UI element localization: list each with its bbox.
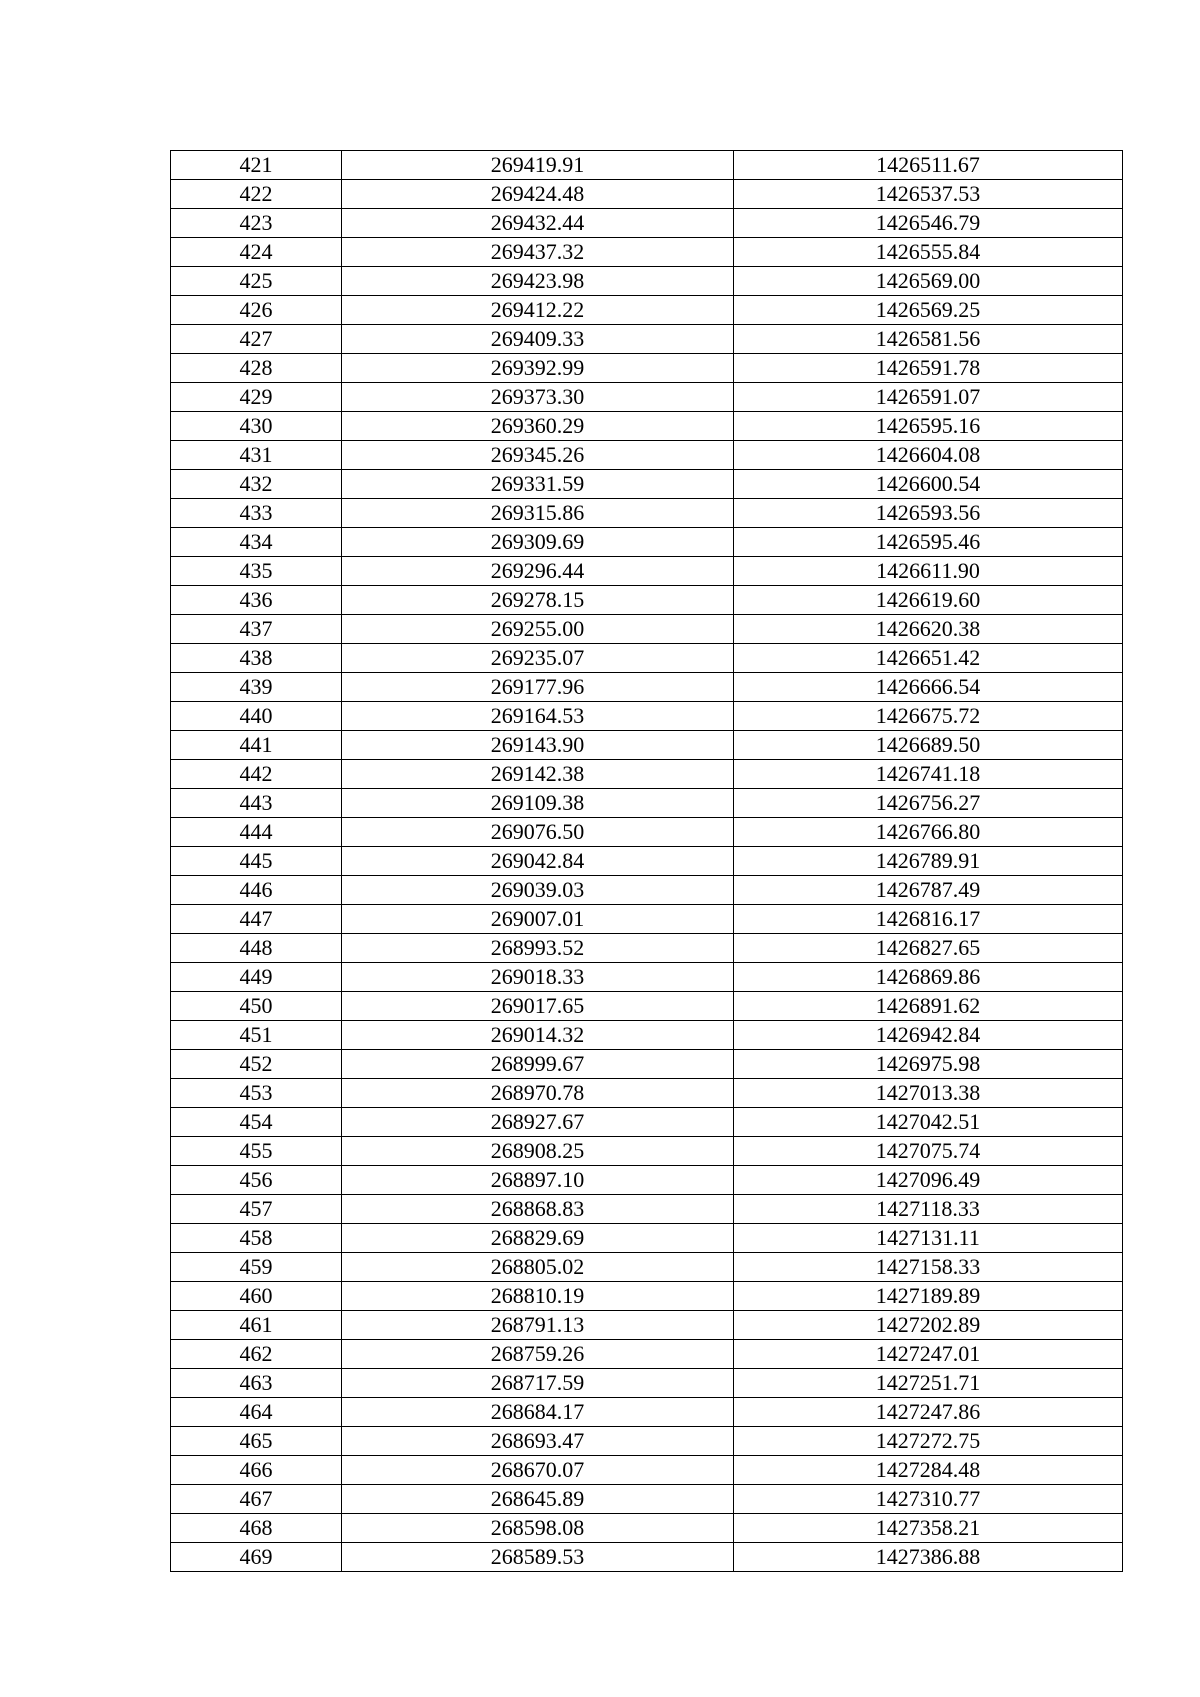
y-coordinate-cell: 1426600.54 xyxy=(734,470,1123,499)
x-coordinate-cell: 268759.26 xyxy=(342,1340,734,1369)
point-number-cell: 432 xyxy=(171,470,342,499)
y-coordinate-cell: 1426816.17 xyxy=(734,905,1123,934)
point-number-cell: 469 xyxy=(171,1543,342,1572)
x-coordinate-cell: 268589.53 xyxy=(342,1543,734,1572)
x-coordinate-cell: 268791.13 xyxy=(342,1311,734,1340)
x-coordinate-cell: 268927.67 xyxy=(342,1108,734,1137)
point-number-cell: 441 xyxy=(171,731,342,760)
table-row xyxy=(171,1224,1123,1253)
point-number-cell: 464 xyxy=(171,1398,342,1427)
y-coordinate-cell: 1426581.56 xyxy=(734,325,1123,354)
y-coordinate-cell: 1426569.00 xyxy=(734,267,1123,296)
y-coordinate-cell: 1426787.49 xyxy=(734,876,1123,905)
y-coordinate-cell: 1427251.71 xyxy=(734,1369,1123,1398)
x-coordinate-cell: 269409.33 xyxy=(342,325,734,354)
table-row xyxy=(171,557,1123,586)
table-row xyxy=(171,267,1123,296)
table-row xyxy=(171,934,1123,963)
table-row xyxy=(171,847,1123,876)
y-coordinate-cell: 1427247.01 xyxy=(734,1340,1123,1369)
table-row xyxy=(171,325,1123,354)
y-coordinate-cell: 1426555.84 xyxy=(734,238,1123,267)
point-number-cell: 443 xyxy=(171,789,342,818)
coordinates-table xyxy=(170,150,1123,1572)
x-coordinate-cell: 269109.38 xyxy=(342,789,734,818)
point-number-cell: 444 xyxy=(171,818,342,847)
x-coordinate-cell: 268999.67 xyxy=(342,1050,734,1079)
y-coordinate-cell: 1427189.89 xyxy=(734,1282,1123,1311)
point-number-cell: 467 xyxy=(171,1485,342,1514)
x-coordinate-cell: 269014.32 xyxy=(342,1021,734,1050)
y-coordinate-cell: 1427310.77 xyxy=(734,1485,1123,1514)
x-coordinate-cell: 268829.69 xyxy=(342,1224,734,1253)
x-coordinate-cell: 269345.26 xyxy=(342,441,734,470)
y-coordinate-cell: 1427272.75 xyxy=(734,1427,1123,1456)
table-row xyxy=(171,180,1123,209)
point-number-cell: 435 xyxy=(171,557,342,586)
y-coordinate-cell: 1426869.86 xyxy=(734,963,1123,992)
x-coordinate-cell: 268684.17 xyxy=(342,1398,734,1427)
y-coordinate-cell: 1426593.56 xyxy=(734,499,1123,528)
point-number-cell: 462 xyxy=(171,1340,342,1369)
point-number-cell: 446 xyxy=(171,876,342,905)
y-coordinate-cell: 1426675.72 xyxy=(734,702,1123,731)
point-number-cell: 459 xyxy=(171,1253,342,1282)
y-coordinate-cell: 1426611.90 xyxy=(734,557,1123,586)
table-row xyxy=(171,209,1123,238)
table-row xyxy=(171,238,1123,267)
y-coordinate-cell: 1427247.86 xyxy=(734,1398,1123,1427)
y-coordinate-cell: 1426619.60 xyxy=(734,586,1123,615)
point-number-cell: 430 xyxy=(171,412,342,441)
table-row xyxy=(171,1282,1123,1311)
x-coordinate-cell: 268993.52 xyxy=(342,934,734,963)
point-number-cell: 439 xyxy=(171,673,342,702)
table-row xyxy=(171,673,1123,702)
point-number-cell: 450 xyxy=(171,992,342,1021)
x-coordinate-cell: 269076.50 xyxy=(342,818,734,847)
table-row xyxy=(171,1137,1123,1166)
table-row xyxy=(171,1079,1123,1108)
x-coordinate-cell: 269164.53 xyxy=(342,702,734,731)
y-coordinate-cell: 1427013.38 xyxy=(734,1079,1123,1108)
y-coordinate-cell: 1426591.07 xyxy=(734,383,1123,412)
x-coordinate-cell: 269235.07 xyxy=(342,644,734,673)
x-coordinate-cell: 268868.83 xyxy=(342,1195,734,1224)
table-row xyxy=(171,876,1123,905)
table-row xyxy=(171,1398,1123,1427)
x-coordinate-cell: 269309.69 xyxy=(342,528,734,557)
x-coordinate-cell: 269278.15 xyxy=(342,586,734,615)
table-row xyxy=(171,1340,1123,1369)
x-coordinate-cell: 268693.47 xyxy=(342,1427,734,1456)
x-coordinate-cell: 269424.48 xyxy=(342,180,734,209)
y-coordinate-cell: 1426591.78 xyxy=(734,354,1123,383)
table-row xyxy=(171,441,1123,470)
table-row xyxy=(171,354,1123,383)
x-coordinate-cell: 269039.03 xyxy=(342,876,734,905)
table-row xyxy=(171,296,1123,325)
x-coordinate-cell: 268805.02 xyxy=(342,1253,734,1282)
table-row xyxy=(171,412,1123,441)
x-coordinate-cell: 268810.19 xyxy=(342,1282,734,1311)
table-row xyxy=(171,731,1123,760)
y-coordinate-cell: 1426789.91 xyxy=(734,847,1123,876)
y-coordinate-cell: 1426511.67 xyxy=(734,151,1123,180)
y-coordinate-cell: 1426689.50 xyxy=(734,731,1123,760)
table-row xyxy=(171,1195,1123,1224)
point-number-cell: 422 xyxy=(171,180,342,209)
table-row xyxy=(171,1021,1123,1050)
x-coordinate-cell: 269331.59 xyxy=(342,470,734,499)
table-row xyxy=(171,586,1123,615)
table-row xyxy=(171,1427,1123,1456)
y-coordinate-cell: 1427096.49 xyxy=(734,1166,1123,1195)
point-number-cell: 455 xyxy=(171,1137,342,1166)
x-coordinate-cell: 269432.44 xyxy=(342,209,734,238)
x-coordinate-cell: 269018.33 xyxy=(342,963,734,992)
point-number-cell: 447 xyxy=(171,905,342,934)
y-coordinate-cell: 1426569.25 xyxy=(734,296,1123,325)
point-number-cell: 461 xyxy=(171,1311,342,1340)
y-coordinate-cell: 1426537.53 xyxy=(734,180,1123,209)
y-coordinate-cell: 1426766.80 xyxy=(734,818,1123,847)
point-number-cell: 433 xyxy=(171,499,342,528)
table-row xyxy=(171,528,1123,557)
y-coordinate-cell: 1427042.51 xyxy=(734,1108,1123,1137)
y-coordinate-cell: 1427131.11 xyxy=(734,1224,1123,1253)
table-row xyxy=(171,1369,1123,1398)
table-row xyxy=(171,1543,1123,1572)
table-row xyxy=(171,499,1123,528)
x-coordinate-cell: 268598.08 xyxy=(342,1514,734,1543)
table-row xyxy=(171,963,1123,992)
x-coordinate-cell: 269177.96 xyxy=(342,673,734,702)
y-coordinate-cell: 1427075.74 xyxy=(734,1137,1123,1166)
x-coordinate-cell: 269296.44 xyxy=(342,557,734,586)
point-number-cell: 466 xyxy=(171,1456,342,1485)
x-coordinate-cell: 268970.78 xyxy=(342,1079,734,1108)
table-row xyxy=(171,905,1123,934)
y-coordinate-cell: 1426975.98 xyxy=(734,1050,1123,1079)
point-number-cell: 437 xyxy=(171,615,342,644)
x-coordinate-cell: 269142.38 xyxy=(342,760,734,789)
y-coordinate-cell: 1426604.08 xyxy=(734,441,1123,470)
table-row xyxy=(171,1108,1123,1137)
point-number-cell: 458 xyxy=(171,1224,342,1253)
point-number-cell: 463 xyxy=(171,1369,342,1398)
point-number-cell: 438 xyxy=(171,644,342,673)
y-coordinate-cell: 1426891.62 xyxy=(734,992,1123,1021)
x-coordinate-cell: 269143.90 xyxy=(342,731,734,760)
point-number-cell: 428 xyxy=(171,354,342,383)
y-coordinate-cell: 1426595.46 xyxy=(734,528,1123,557)
table-row xyxy=(171,1456,1123,1485)
table-row xyxy=(171,1514,1123,1543)
y-coordinate-cell: 1426827.65 xyxy=(734,934,1123,963)
point-number-cell: 451 xyxy=(171,1021,342,1050)
y-coordinate-cell: 1426942.84 xyxy=(734,1021,1123,1050)
table-row xyxy=(171,151,1123,180)
table-row xyxy=(171,1253,1123,1282)
point-number-cell: 426 xyxy=(171,296,342,325)
point-number-cell: 436 xyxy=(171,586,342,615)
x-coordinate-cell: 268717.59 xyxy=(342,1369,734,1398)
table-row xyxy=(171,789,1123,818)
point-number-cell: 425 xyxy=(171,267,342,296)
point-number-cell: 424 xyxy=(171,238,342,267)
point-number-cell: 429 xyxy=(171,383,342,412)
x-coordinate-cell: 269412.22 xyxy=(342,296,734,325)
point-number-cell: 449 xyxy=(171,963,342,992)
x-coordinate-cell: 268897.10 xyxy=(342,1166,734,1195)
table-row xyxy=(171,470,1123,499)
x-coordinate-cell: 269373.30 xyxy=(342,383,734,412)
y-coordinate-cell: 1427284.48 xyxy=(734,1456,1123,1485)
point-number-cell: 442 xyxy=(171,760,342,789)
point-number-cell: 421 xyxy=(171,151,342,180)
table-row xyxy=(171,702,1123,731)
x-coordinate-cell: 268670.07 xyxy=(342,1456,734,1485)
y-coordinate-cell: 1426651.42 xyxy=(734,644,1123,673)
table-row xyxy=(171,615,1123,644)
point-number-cell: 452 xyxy=(171,1050,342,1079)
point-number-cell: 453 xyxy=(171,1079,342,1108)
y-coordinate-cell: 1426756.27 xyxy=(734,789,1123,818)
table-row xyxy=(171,1311,1123,1340)
table-row xyxy=(171,1050,1123,1079)
x-coordinate-cell: 269007.01 xyxy=(342,905,734,934)
point-number-cell: 434 xyxy=(171,528,342,557)
y-coordinate-cell: 1427118.33 xyxy=(734,1195,1123,1224)
y-coordinate-cell: 1426595.16 xyxy=(734,412,1123,441)
table-row xyxy=(171,1166,1123,1195)
y-coordinate-cell: 1426666.54 xyxy=(734,673,1123,702)
point-number-cell: 457 xyxy=(171,1195,342,1224)
x-coordinate-cell: 269423.98 xyxy=(342,267,734,296)
x-coordinate-cell: 269255.00 xyxy=(342,615,734,644)
x-coordinate-cell: 268645.89 xyxy=(342,1485,734,1514)
y-coordinate-cell: 1426620.38 xyxy=(734,615,1123,644)
y-coordinate-cell: 1427158.33 xyxy=(734,1253,1123,1282)
coordinates-table-body xyxy=(171,151,1123,1572)
point-number-cell: 427 xyxy=(171,325,342,354)
y-coordinate-cell: 1427358.21 xyxy=(734,1514,1123,1543)
point-number-cell: 423 xyxy=(171,209,342,238)
point-number-cell: 454 xyxy=(171,1108,342,1137)
point-number-cell: 431 xyxy=(171,441,342,470)
point-number-cell: 460 xyxy=(171,1282,342,1311)
point-number-cell: 445 xyxy=(171,847,342,876)
point-number-cell: 440 xyxy=(171,702,342,731)
table-row xyxy=(171,760,1123,789)
table-row xyxy=(171,818,1123,847)
x-coordinate-cell: 269419.91 xyxy=(342,151,734,180)
y-coordinate-cell: 1427202.89 xyxy=(734,1311,1123,1340)
y-coordinate-cell: 1426546.79 xyxy=(734,209,1123,238)
x-coordinate-cell: 269360.29 xyxy=(342,412,734,441)
y-coordinate-cell: 1426741.18 xyxy=(734,760,1123,789)
table-row xyxy=(171,1485,1123,1514)
point-number-cell: 465 xyxy=(171,1427,342,1456)
x-coordinate-cell: 268908.25 xyxy=(342,1137,734,1166)
point-number-cell: 468 xyxy=(171,1514,342,1543)
y-coordinate-cell: 1427386.88 xyxy=(734,1543,1123,1572)
table-row xyxy=(171,644,1123,673)
x-coordinate-cell: 269042.84 xyxy=(342,847,734,876)
x-coordinate-cell: 269315.86 xyxy=(342,499,734,528)
x-coordinate-cell: 269437.32 xyxy=(342,238,734,267)
table-row xyxy=(171,992,1123,1021)
table-row xyxy=(171,383,1123,412)
point-number-cell: 456 xyxy=(171,1166,342,1195)
x-coordinate-cell: 269017.65 xyxy=(342,992,734,1021)
x-coordinate-cell: 269392.99 xyxy=(342,354,734,383)
point-number-cell: 448 xyxy=(171,934,342,963)
